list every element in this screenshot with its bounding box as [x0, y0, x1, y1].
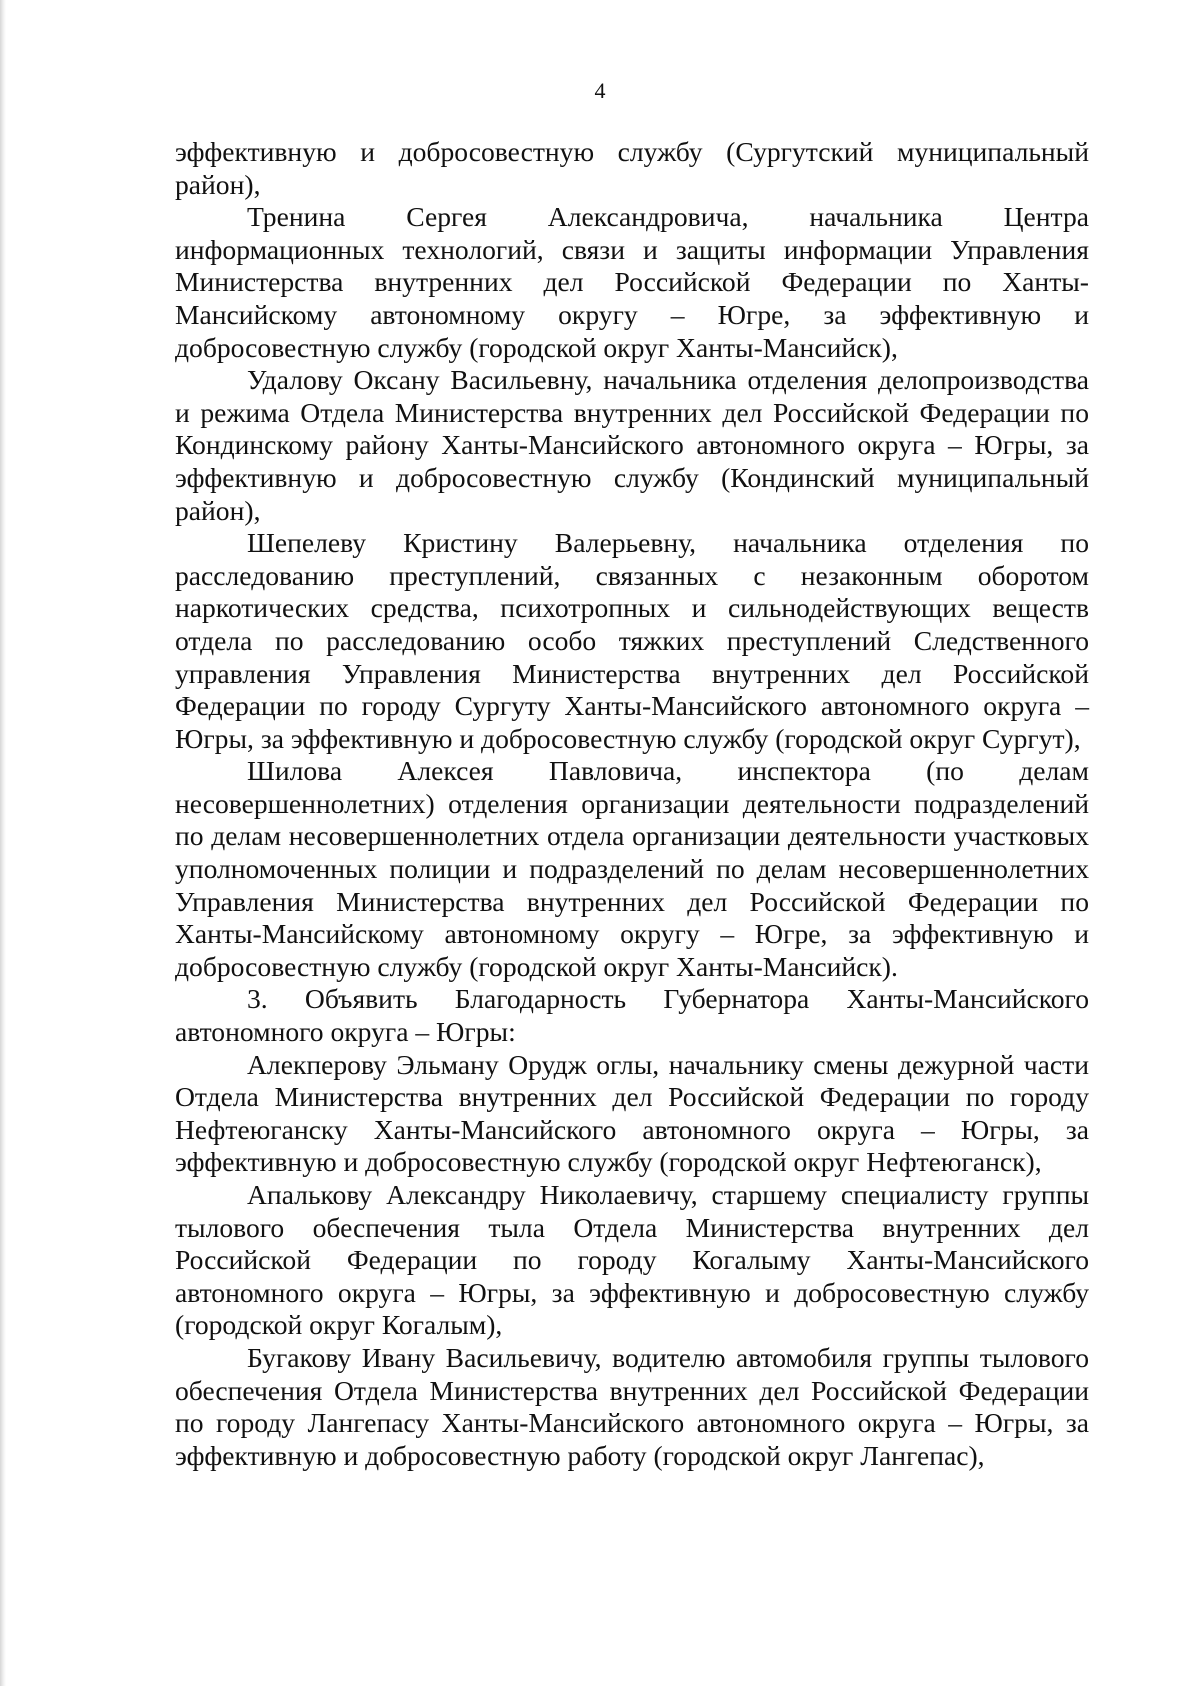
paragraph-trenin: Тренина Сергея Александровича, начальника Центра информационных технологий, связи и защиты информации Управления Министерства внутренних дел Российской Федерации по Ханты-Мансийскому автономному округу – Югре, за эффективную и добросовестную службу (городской округ Ханты-Мансийск),	[175, 201, 1089, 363]
paragraph-bugakov: Бугакову Ивану Васильевичу, водителю автомобиля группы тылового обеспечения Отдела Министерства внутренних дел Российской Федерации по городу Лангепасу Ханты-Мансийского автономного округа – Югры, за эффективную и добросовестную работу (городской округ Лангепас),	[175, 1341, 1089, 1471]
paragraph-udalova: Удалову Оксану Васильевну, начальника отделения делопроизводства и режима Отдела Министерства внутренних дел Российской Федерации по Кондинскому району Ханты-Мансийского автономного округа – Югры, за эффективную и добросовестную службу (Кондинский муниципальный район),	[175, 364, 1089, 526]
paragraph-alekperov: Алекперову Эльману Орудж оглы, начальнику смены дежурной части Отдела Министерства внутренних дел Российской Федерации по городу Нефтеюганску Ханты-Мансийского автономного округа – Югры, за эффективную и добросовестную службу (городской округ Нефтеюганск),	[175, 1048, 1089, 1178]
paragraph-section-3: 3. Объявить Благодарность Губернатора Ханты-Мансийского автономного округа – Югры:	[175, 983, 1089, 1048]
paragraph-shepeleva: Шепелеву Кристину Валерьевну, начальника отделения по расследованию преступлений, связанных с незаконным оборотом наркотических средства, психотропных и сильнодействующих веществ отдела по расследованию особо тяжких преступлений Следственного управления Управления Министерства внутренних дел Российской Федерации по городу Сургуту Ханты-Мансийского автономного округа – Югры, за эффективную и добросовестную службу (городской округ Сургут),	[175, 527, 1089, 754]
scan-edge-shadow	[0, 0, 6, 1686]
page-number: 4	[594, 78, 606, 103]
paragraph-apalkov: Апалькову Александру Николаевичу, старшему специалисту группы тылового обеспечения тыла Отдела Министерства внутренних дел Российской Федерации по городу Когалыму Ханты-Мансийского автономного округа – Югры, за эффективную и добросовестную службу (городской округ Когалым),	[175, 1179, 1089, 1341]
paragraph-continuation: эффективную и добросовестную службу (Сургутский муниципальный район),	[175, 136, 1089, 200]
paragraph-shilov: Шилова Алексея Павловича, инспектора (по делам несовершеннолетних) отделения организации деятельности подразделений по делам несовершеннолетних отдела организации деятельности участковых уполномоченных полиции и подразделений по делам несовершеннолетних Управления Министерства внутренних дел Российской Федерации по Ханты-Мансийскому автономному округу – Югре, за эффективную и добросовестную службу (городской округ Ханты-Мансийск).	[175, 755, 1089, 982]
body-text	[175, 136, 1089, 1472]
